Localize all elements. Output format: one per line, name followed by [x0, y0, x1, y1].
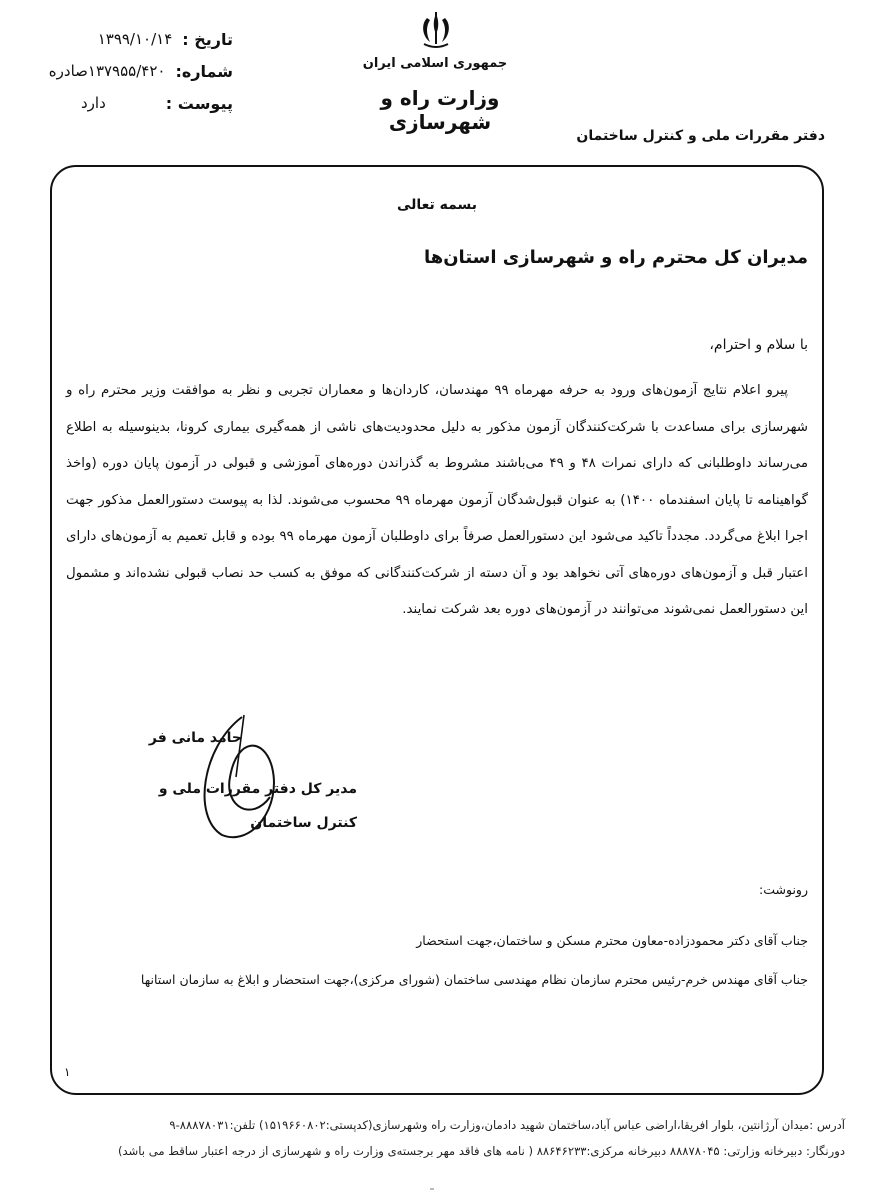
scan-dot [430, 1188, 434, 1190]
number-value: ۱۳۷۹۵۵/۴۲۰صادره [48, 62, 166, 80]
attachment-value: دارد [81, 94, 106, 112]
greeting: با سلام و احترام، [709, 337, 808, 353]
signer-name: حامد مانی فر [148, 730, 242, 746]
iran-emblem-icon [416, 10, 456, 54]
addressee: مدیران کل محترم راه و شهرسازی استان‌ها [423, 247, 808, 268]
attachment-row [81, 94, 233, 113]
footer-fax: دورنگار: دبیرخانه وزارتی: ۸۸۸۷۸۰۴۵ دبیرخانه مرکزی:۸۸۶۴۶۲۳۳ ( نامه های فاقد مهر برجسته‌ی وزارت راه و شهرسازی از درجه اعتبار ساقط می باشد) [117, 1144, 845, 1158]
footer-address: آدرس :میدان آرژانتین، بلوار افریقا،اراضی عباس آباد،ساختمان شهید دادمان،وزارت راه وشهرسازی(کدپستی:۱۵۱۹۶۶۰۸۰۲) تلفن:۸۸۸۷۸۰۳۱-۹ [169, 1118, 845, 1132]
ministry-name: وزارت راه و شهرسازی [380, 86, 500, 134]
date-row [98, 30, 233, 49]
office-name: دفتر مقررات ملی و کنترل ساختمان [576, 128, 825, 144]
cc-item: جناب آقای دکتر محمودزاده-معاون محترم مسکن و ساختمان،جهت استحضار [416, 933, 808, 948]
letter-body: پیرو اعلام نتایج آزمون‌های ورود به حرفه مهرماه ۹۹ مهندسان، کاردان‌ها و معماران تجربی و نظر به موافقت وزیر محترم راه و شهرسازی برای مساعدت با شرکت‌کنندگان آزمون مذکور به دلیل محدودیت‌های ناشی از همه‌گیری بیماری کرونا، بدینوسیله به اطلاع می‌رساند داوطلبانی که دارای نمرات ۴۸ و ۴۹ می‌باشند مشروط به گذراندن دوره‌های آموزشی و قبولی در آزمون پایان دوره (واخذ گواهینامه تا پایان اسفندماه ۱۴۰۰) به عنوان قبول‌شدگان آزمون مهرماه ۹۹ محسوب می‌شوند. لذا به پیوست دستورالعمل مذکور جهت اجرا ابلاغ می‌گردد. مجدداً تاکید می‌شود این دستورالعمل صرفاً برای داوطلبان آزمون مهرماه ۹۹ بوده و قابل تعمیم به آزمون‌های دارای اعتبار قبل و آزمون‌های دوره‌های آتی نخواهد بود و آن دسته از شرکت‌کنندگانی که موفق به کسب حد نصاب قبولی نشده‌اند و مشمول این دستورالعمل نمی‌شوند می‌توانند در آزمون‌های دوره بعد شرکت نمایند. [66, 383, 809, 617]
attachment-label: پیوست : [165, 94, 233, 113]
letter-frame [50, 165, 824, 1095]
date-label: تاریخ : [182, 30, 233, 49]
date-value: ۱۳۹۹/۱۰/۱۴ [97, 30, 173, 48]
cc-label: رونوشت: [759, 882, 808, 897]
government-name: جمهوری اسلامی ایران [362, 56, 508, 71]
number-label: شماره: [175, 62, 233, 81]
cc-item: جناب آقای مهندس خرم-رئیس محترم سازمان نظام مهندسی ساختمان (شورای مرکزی)،جهت استحضار و ابلاغ به سازمان استانها [140, 972, 808, 987]
number-row [49, 62, 233, 81]
bismillah: بسمه تعالی [396, 197, 478, 213]
signature-icon [182, 707, 302, 847]
signer-title: مدیر کل دفتر مقررات ملی و کنترل ساختمان [158, 781, 357, 831]
page-number: ۱ [64, 1065, 71, 1079]
